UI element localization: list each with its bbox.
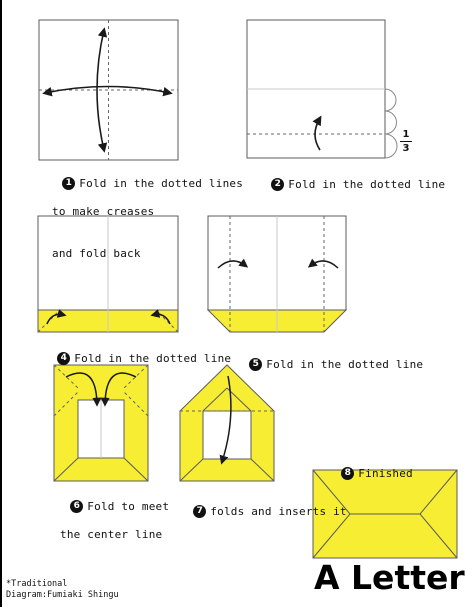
inner-window xyxy=(203,411,251,459)
step-text-line: Finished xyxy=(358,467,413,480)
step-1-figure xyxy=(39,20,178,160)
step-text-line: and fold back xyxy=(52,247,141,260)
step-number-badge: 4 xyxy=(57,352,70,365)
step-6-caption xyxy=(43,486,169,570)
fraction-denominator: 3 xyxy=(402,143,410,154)
step-7-caption xyxy=(166,491,347,533)
step-text-line: Fold in the dotted line xyxy=(74,352,232,365)
step-text-line: to make creases xyxy=(52,205,155,218)
step-number-badge: 1 xyxy=(62,177,75,190)
credits xyxy=(6,579,119,601)
step-8-caption xyxy=(314,453,413,495)
step-6-figure xyxy=(54,365,148,481)
step-text-line: the center line xyxy=(60,528,163,541)
step-number-badge: 2 xyxy=(271,178,284,191)
step-5-caption xyxy=(222,344,423,386)
one-third-fraction xyxy=(400,129,412,154)
step-text-line: folds and inserts it xyxy=(210,505,347,518)
credit-line: *Traditional xyxy=(6,579,68,589)
step-number-badge: 7 xyxy=(193,505,206,518)
step-text-line: Fold in the dotted line xyxy=(288,178,446,191)
step-number-badge: 6 xyxy=(70,500,83,513)
step-number-badge: 5 xyxy=(249,358,262,371)
step-4-caption xyxy=(30,338,231,380)
fraction-bar xyxy=(400,141,412,142)
step-text-line: Fold in the dotted lines xyxy=(79,177,244,190)
step-2-caption xyxy=(244,164,445,206)
step-text-line: Fold to meet xyxy=(87,500,170,513)
fraction-numerator: 1 xyxy=(402,129,410,140)
credit-line: Diagram:Fumiaki Shingu xyxy=(6,590,119,600)
step-number-badge: 8 xyxy=(341,467,354,480)
thirds-bumps xyxy=(385,89,397,158)
step-text-line: Fold in the dotted line xyxy=(266,358,424,371)
step-2-figure xyxy=(247,20,397,158)
step-1-caption xyxy=(35,163,243,289)
page-title: A Letter xyxy=(314,558,465,597)
